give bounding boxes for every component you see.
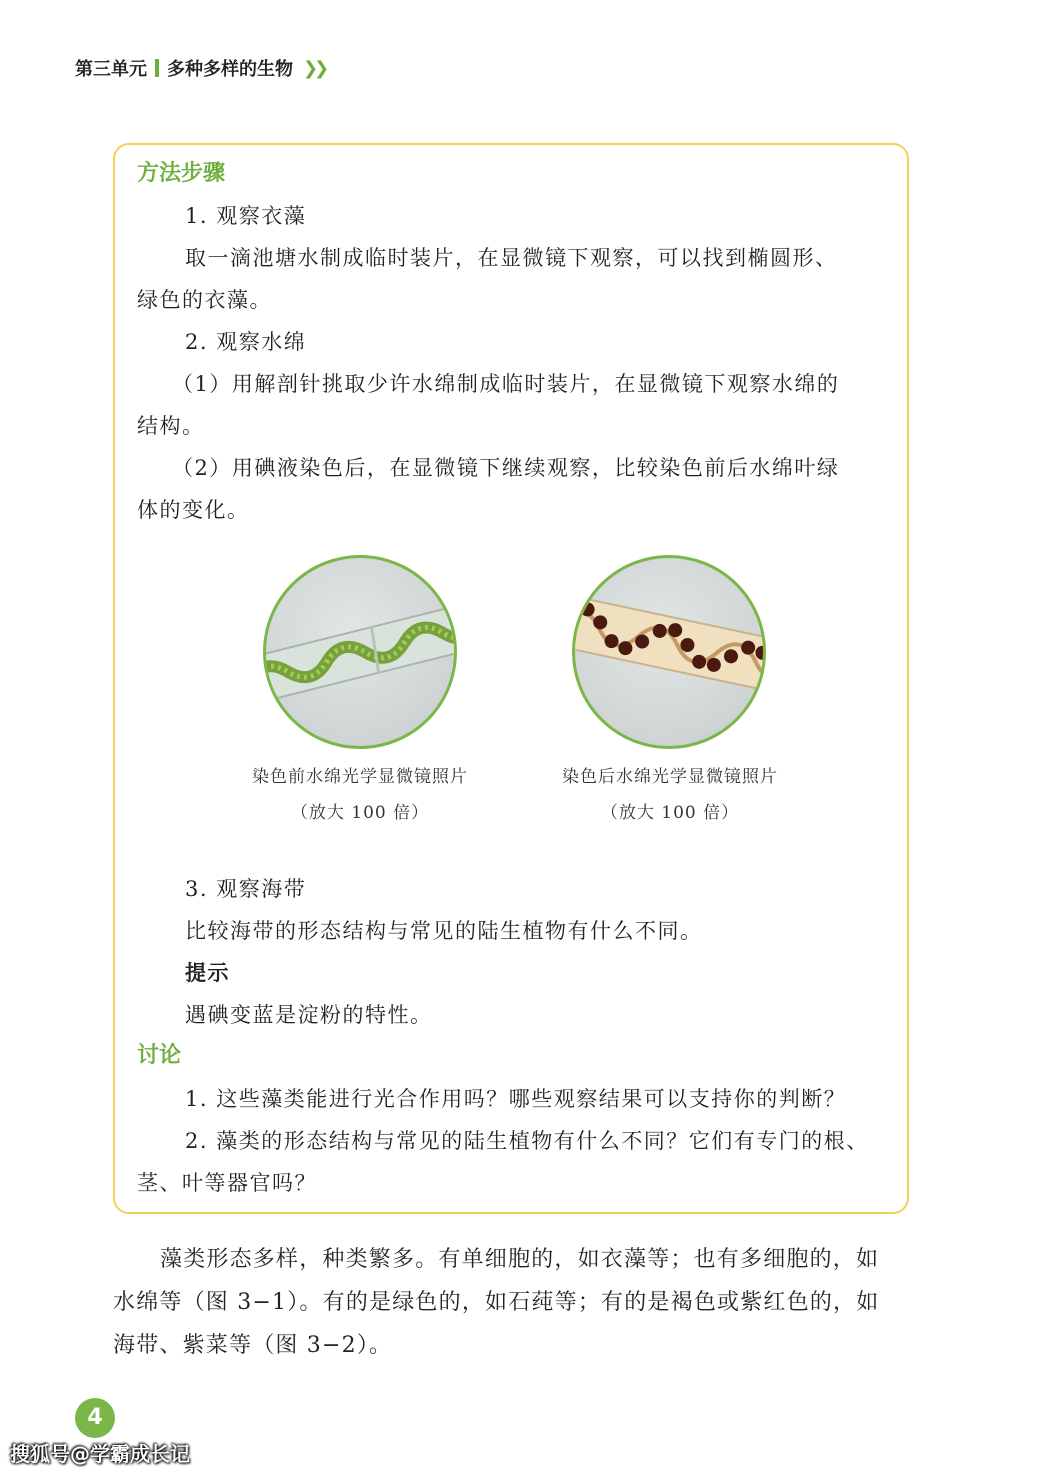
unit-label: 第三单元 bbox=[75, 59, 147, 80]
step2a-text-cont: 结构。 bbox=[137, 414, 205, 438]
discussion-q2: 2. 藻类的形态结构与常见的陆生植物有什么不同？它们有专门的根、 bbox=[185, 1129, 869, 1153]
step3-title: 3. 观察海带 bbox=[185, 877, 307, 901]
step1-text-cont: 绿色的衣藻。 bbox=[137, 288, 272, 312]
step1-text: 取一滴池塘水制成临时装片，在显微镜下观察，可以找到椭圆形、 bbox=[185, 246, 838, 270]
methods-heading: 方法步骤 bbox=[137, 161, 226, 186]
watermark: 搜狐号@学霸成长记 bbox=[10, 1442, 190, 1466]
body-paragraph-line3: 海带、紫菜等（图 3−2）。 bbox=[113, 1333, 393, 1358]
header-divider bbox=[155, 59, 159, 77]
micrograph-before-staining bbox=[263, 555, 457, 749]
figure-caption-before: 染色前水绵光学显微镜照片 bbox=[252, 767, 468, 787]
double-chevron-icon: ❯❯ bbox=[303, 57, 326, 79]
step2-title: 2. 观察水绵 bbox=[185, 330, 307, 354]
discussion-heading: 讨论 bbox=[137, 1043, 182, 1068]
unit-title: 多种多样的生物 bbox=[167, 59, 293, 80]
step2b-text: （2）用碘液染色后，在显微镜下继续观察，比较染色前后水绵叶绿 bbox=[172, 456, 840, 480]
step2a-text: （1）用解剖针挑取少许水绵制成临时装片，在显微镜下观察水绵的 bbox=[172, 372, 840, 396]
spirogyra-stained-image bbox=[575, 558, 766, 749]
micrograph-after-staining bbox=[572, 555, 766, 749]
hint-text: 遇碘变蓝是淀粉的特性。 bbox=[185, 1003, 433, 1027]
spirogyra-green-image bbox=[266, 558, 457, 749]
step1-title: 1. 观察衣藻 bbox=[185, 204, 307, 228]
hint-title: 提示 bbox=[185, 961, 230, 985]
figure-magnification-before: （放大 100 倍） bbox=[290, 803, 430, 823]
step2b-text-cont: 体的变化。 bbox=[137, 498, 250, 522]
page-number: 4 bbox=[75, 1398, 115, 1438]
figure-magnification-after: （放大 100 倍） bbox=[600, 803, 740, 823]
running-header bbox=[75, 55, 325, 81]
discussion-q1: 1. 这些藻类能进行光合作用吗？哪些观察结果可以支持你的判断？ bbox=[185, 1087, 847, 1111]
figure-caption-after: 染色后水绵光学显微镜照片 bbox=[562, 767, 778, 787]
body-paragraph-line2: 水绵等（图 3−1）。有的是绿色的，如石莼等；有的是褐色或紫红色的，如 bbox=[113, 1290, 880, 1315]
discussion-q2-cont: 茎、叶等器官吗？ bbox=[137, 1171, 317, 1195]
body-paragraph-line1: 藻类形态多样，种类繁多。有单细胞的，如衣藻等；也有多细胞的，如 bbox=[160, 1247, 880, 1272]
step3-text: 比较海带的形态结构与常见的陆生植物有什么不同。 bbox=[185, 919, 703, 943]
